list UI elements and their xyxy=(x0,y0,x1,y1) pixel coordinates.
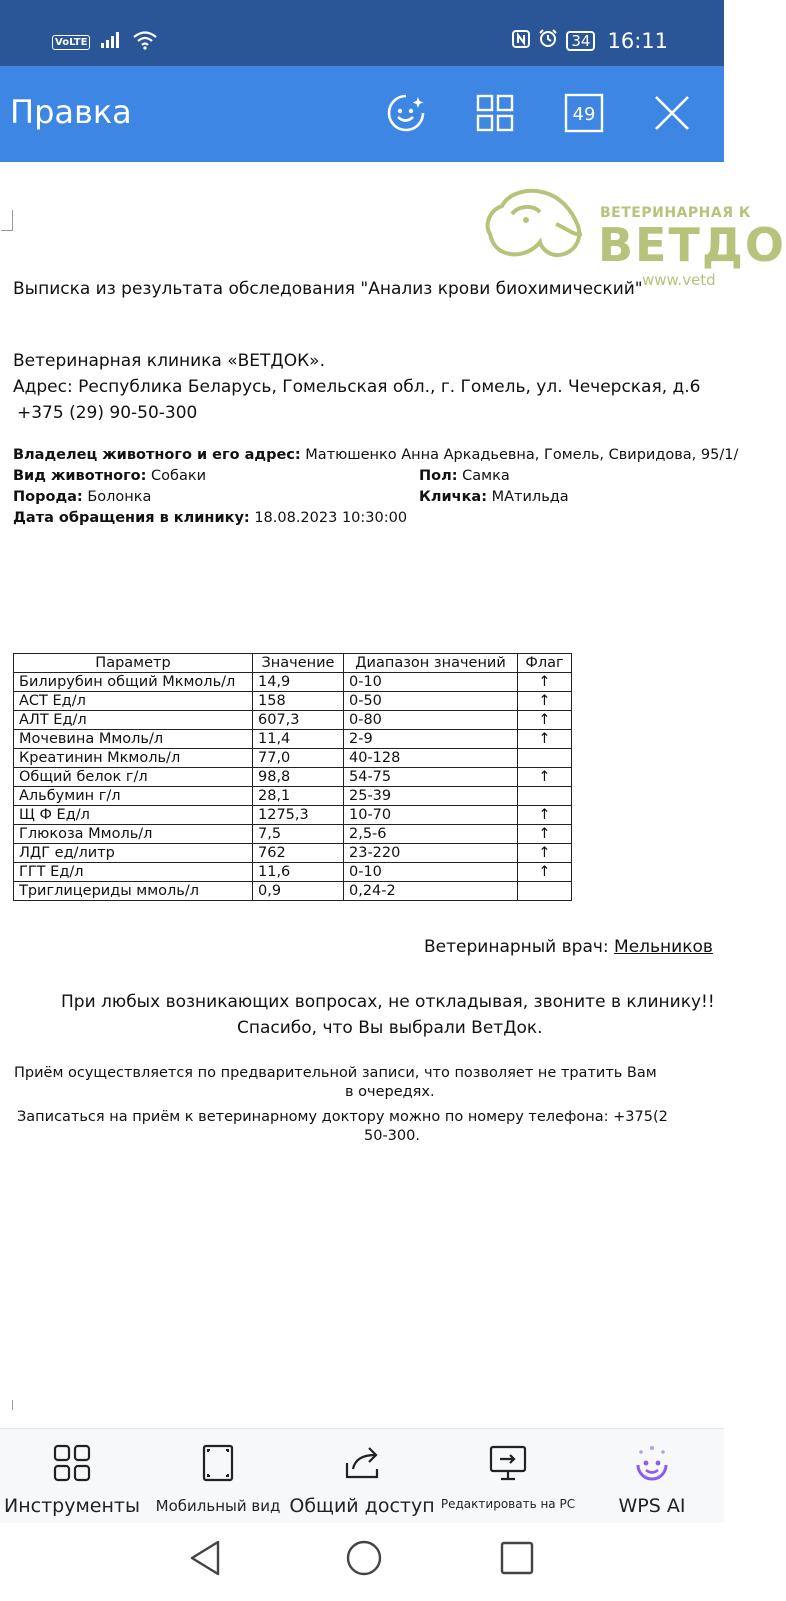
column-header-value: Значение xyxy=(253,654,344,673)
flag-cell: ↑ xyxy=(518,692,572,711)
dog-logo-icon xyxy=(482,184,594,262)
flag-cell: ↑ xyxy=(518,768,572,787)
value-cell: 1275,3 xyxy=(253,806,344,825)
parameter-cell: Глюкоза Ммоль/л xyxy=(14,825,253,844)
sex-label: Пол: xyxy=(419,468,458,484)
value-cell: 7,5 xyxy=(253,825,344,844)
owner-label: Владелец животного и его адрес: xyxy=(13,447,301,463)
nickname-value: МАтильда xyxy=(491,489,569,505)
table-row xyxy=(14,863,572,882)
value-cell: 11,4 xyxy=(253,730,344,749)
species-label: Вид животного: xyxy=(13,468,147,484)
booking-note-line2: 50-300. xyxy=(364,1128,420,1144)
value-cell: 0,9 xyxy=(253,882,344,901)
back-icon xyxy=(188,1539,222,1577)
table-header-row xyxy=(14,654,572,673)
parameter-cell: Креатинин Мкмоль/л xyxy=(14,749,253,768)
breed-label: Порода: xyxy=(13,489,83,505)
nickname-line xyxy=(419,489,569,505)
table-row xyxy=(14,749,572,768)
table-row xyxy=(14,711,572,730)
value-cell: 28,1 xyxy=(253,787,344,806)
mobile-view-button[interactable] xyxy=(150,1443,286,1515)
visit-date-label: Дата обращения в клинику: xyxy=(13,510,250,526)
flag-cell: ↑ xyxy=(518,844,572,863)
value-cell: 14,9 xyxy=(253,673,344,692)
value-cell: 762 xyxy=(253,844,344,863)
flag-cell xyxy=(518,882,572,901)
column-header-range: Диапазон значений xyxy=(344,654,518,673)
grid-view-icon[interactable] xyxy=(473,91,517,135)
table-row xyxy=(14,825,572,844)
range-cell: 0-50 xyxy=(344,692,518,711)
flag-cell: ↑ xyxy=(518,711,572,730)
appointment-note-line1: Приём осуществляется по предварительной записи, что позволяет не тратить Вам xyxy=(14,1065,657,1081)
back-button[interactable] xyxy=(188,1539,222,1581)
visit-date-value: 18.08.2023 10:30:00 xyxy=(254,510,408,526)
share-icon xyxy=(341,1443,383,1483)
app-bar xyxy=(0,66,724,162)
owner-value: Матюшенко Анна Аркадьевна, Гомель, Свиридова, 95/1/ xyxy=(305,447,739,463)
table-row xyxy=(14,673,572,692)
table-row xyxy=(14,806,572,825)
species-value: Собаки xyxy=(151,468,207,484)
parameter-cell: Триглицериды ммоль/л xyxy=(14,882,253,901)
clinic-logo xyxy=(482,184,786,289)
parameter-cell: Альбумин г/л xyxy=(14,787,253,806)
value-cell: 77,0 xyxy=(253,749,344,768)
value-cell: 98,8 xyxy=(253,768,344,787)
booking-note-line1: Записаться на приём к ветеринарному доктору можно по номеру телефона: +375(2 xyxy=(17,1109,668,1125)
value-cell: 11,6 xyxy=(253,863,344,882)
edit-on-pc-button[interactable] xyxy=(436,1443,580,1511)
nickname-label: Кличка: xyxy=(419,489,488,505)
parameter-cell: Щ Ф Ед/л xyxy=(14,806,253,825)
bottom-toolbar xyxy=(0,1428,724,1524)
range-cell: 0-10 xyxy=(344,673,518,692)
table-row xyxy=(14,730,572,749)
edit-on-pc-icon xyxy=(487,1443,529,1483)
flag-cell: ↑ xyxy=(518,863,572,882)
owner-line xyxy=(13,447,738,463)
clinic-address: Адрес: Республика Беларусь, Гомельская обл., г. Гомель, ул. Чечерская, д.6 xyxy=(13,377,701,397)
table-row xyxy=(14,787,572,806)
alarm-icon xyxy=(538,28,558,53)
share-label: Общий доступ xyxy=(289,1495,435,1517)
page-corner-mark xyxy=(1,210,13,231)
clock: 16:11 xyxy=(607,28,668,53)
range-cell: 54-75 xyxy=(344,768,518,787)
page-title: Правка xyxy=(10,93,132,131)
table-row xyxy=(14,768,572,787)
home-icon xyxy=(345,1539,383,1577)
range-cell: 0-10 xyxy=(344,863,518,882)
breed-line xyxy=(13,489,151,505)
mobile-view-icon xyxy=(198,1443,238,1483)
flag-cell: ↑ xyxy=(518,825,572,844)
ai-assistant-icon[interactable] xyxy=(384,91,428,135)
nfc-icon xyxy=(512,29,530,53)
document-title: Выписка из результата обследования "Анализ крови биохимический" xyxy=(13,279,643,299)
parameter-cell: Общий белок г/л xyxy=(14,768,253,787)
sex-value: Самка xyxy=(462,468,510,484)
range-cell: 10-70 xyxy=(344,806,518,825)
value-cell: 607,3 xyxy=(253,711,344,730)
parameter-cell: АСТ Ед/л xyxy=(14,692,253,711)
range-cell: 2-9 xyxy=(344,730,518,749)
appointment-note-line2: в очередях. xyxy=(345,1084,435,1100)
clinic-phone: +375 (29) 90-50-300 xyxy=(17,403,198,423)
range-cell: 0-80 xyxy=(344,711,518,730)
mobile-view-label: Мобильный вид xyxy=(155,1497,281,1515)
volte-indicator: VoLTE xyxy=(52,35,90,50)
wps-ai-button[interactable] xyxy=(590,1443,714,1517)
tools-icon xyxy=(52,1443,92,1483)
navigation-bar xyxy=(0,1523,724,1601)
value-cell: 158 xyxy=(253,692,344,711)
close-icon[interactable] xyxy=(650,91,694,135)
flag-cell: ↑ xyxy=(518,730,572,749)
breed-value: Болонка xyxy=(87,489,152,505)
clinic-name: Ветеринарная клиника «ВЕТДОК». xyxy=(13,351,325,371)
range-cell: 23-220 xyxy=(344,844,518,863)
document-page[interactable] xyxy=(0,162,786,1428)
parameter-cell: Билирубин общий Мкмоль/л xyxy=(14,673,253,692)
visit-date-line xyxy=(13,510,407,526)
parameter-cell: Мочевина Ммоль/л xyxy=(14,730,253,749)
thanks-note: Спасибо, что Вы выбрали ВетДок. xyxy=(237,1018,543,1038)
wifi-icon xyxy=(132,30,158,54)
range-cell: 2,5-6 xyxy=(344,825,518,844)
edit-on-pc-label: Редактировать на PC xyxy=(440,1497,576,1511)
range-cell: 40-128 xyxy=(344,749,518,768)
wps-ai-label: WPS AI xyxy=(618,1495,686,1517)
table-row xyxy=(14,882,572,901)
table-row xyxy=(14,844,572,863)
doctor-name: Мельников xyxy=(614,937,713,957)
doctor-line xyxy=(424,937,713,957)
tools-label: Инструменты xyxy=(4,1495,140,1517)
species-line xyxy=(13,468,206,484)
parameter-cell: ЛДГ ед/литр xyxy=(14,844,253,863)
range-cell: 0,24-2 xyxy=(344,882,518,901)
page-corner-mark xyxy=(1,1400,13,1410)
parameter-cell: ГГТ Ед/л xyxy=(14,863,253,882)
home-button[interactable] xyxy=(345,1539,383,1581)
parameter-cell: АЛТ Ед/л xyxy=(14,711,253,730)
recents-icon xyxy=(499,1539,535,1577)
tools-button[interactable] xyxy=(6,1443,138,1517)
signal-icon xyxy=(100,32,122,52)
flag-cell: ↑ xyxy=(518,673,572,692)
column-header-parameter: Параметр xyxy=(14,654,253,673)
flag-cell: ↑ xyxy=(518,806,572,825)
status-bar xyxy=(0,0,724,66)
logo-name: ВЕТДО xyxy=(598,218,786,272)
doctor-label: Ветеринарный врач: xyxy=(424,937,609,957)
flag-cell xyxy=(518,787,572,806)
recents-button[interactable] xyxy=(499,1539,535,1581)
lab-results-table xyxy=(13,653,572,901)
flag-cell xyxy=(518,749,572,768)
table-row xyxy=(14,692,572,711)
wps-ai-icon xyxy=(631,1443,673,1485)
battery-indicator: 34 xyxy=(566,31,595,51)
page-count-icon[interactable] xyxy=(562,91,606,135)
range-cell: 25-39 xyxy=(344,787,518,806)
page-count: 49 xyxy=(572,104,596,125)
logo-url: www.vetd xyxy=(642,271,716,289)
sex-line xyxy=(419,468,510,484)
share-button[interactable] xyxy=(289,1443,435,1517)
column-header-flag: Флаг xyxy=(518,654,572,673)
questions-note: При любых возникающих вопросах, не откладывая, звоните в клинику!! xyxy=(61,992,715,1012)
logo-subtitle: ВЕТЕРИНАРНАЯ К xyxy=(600,205,751,221)
